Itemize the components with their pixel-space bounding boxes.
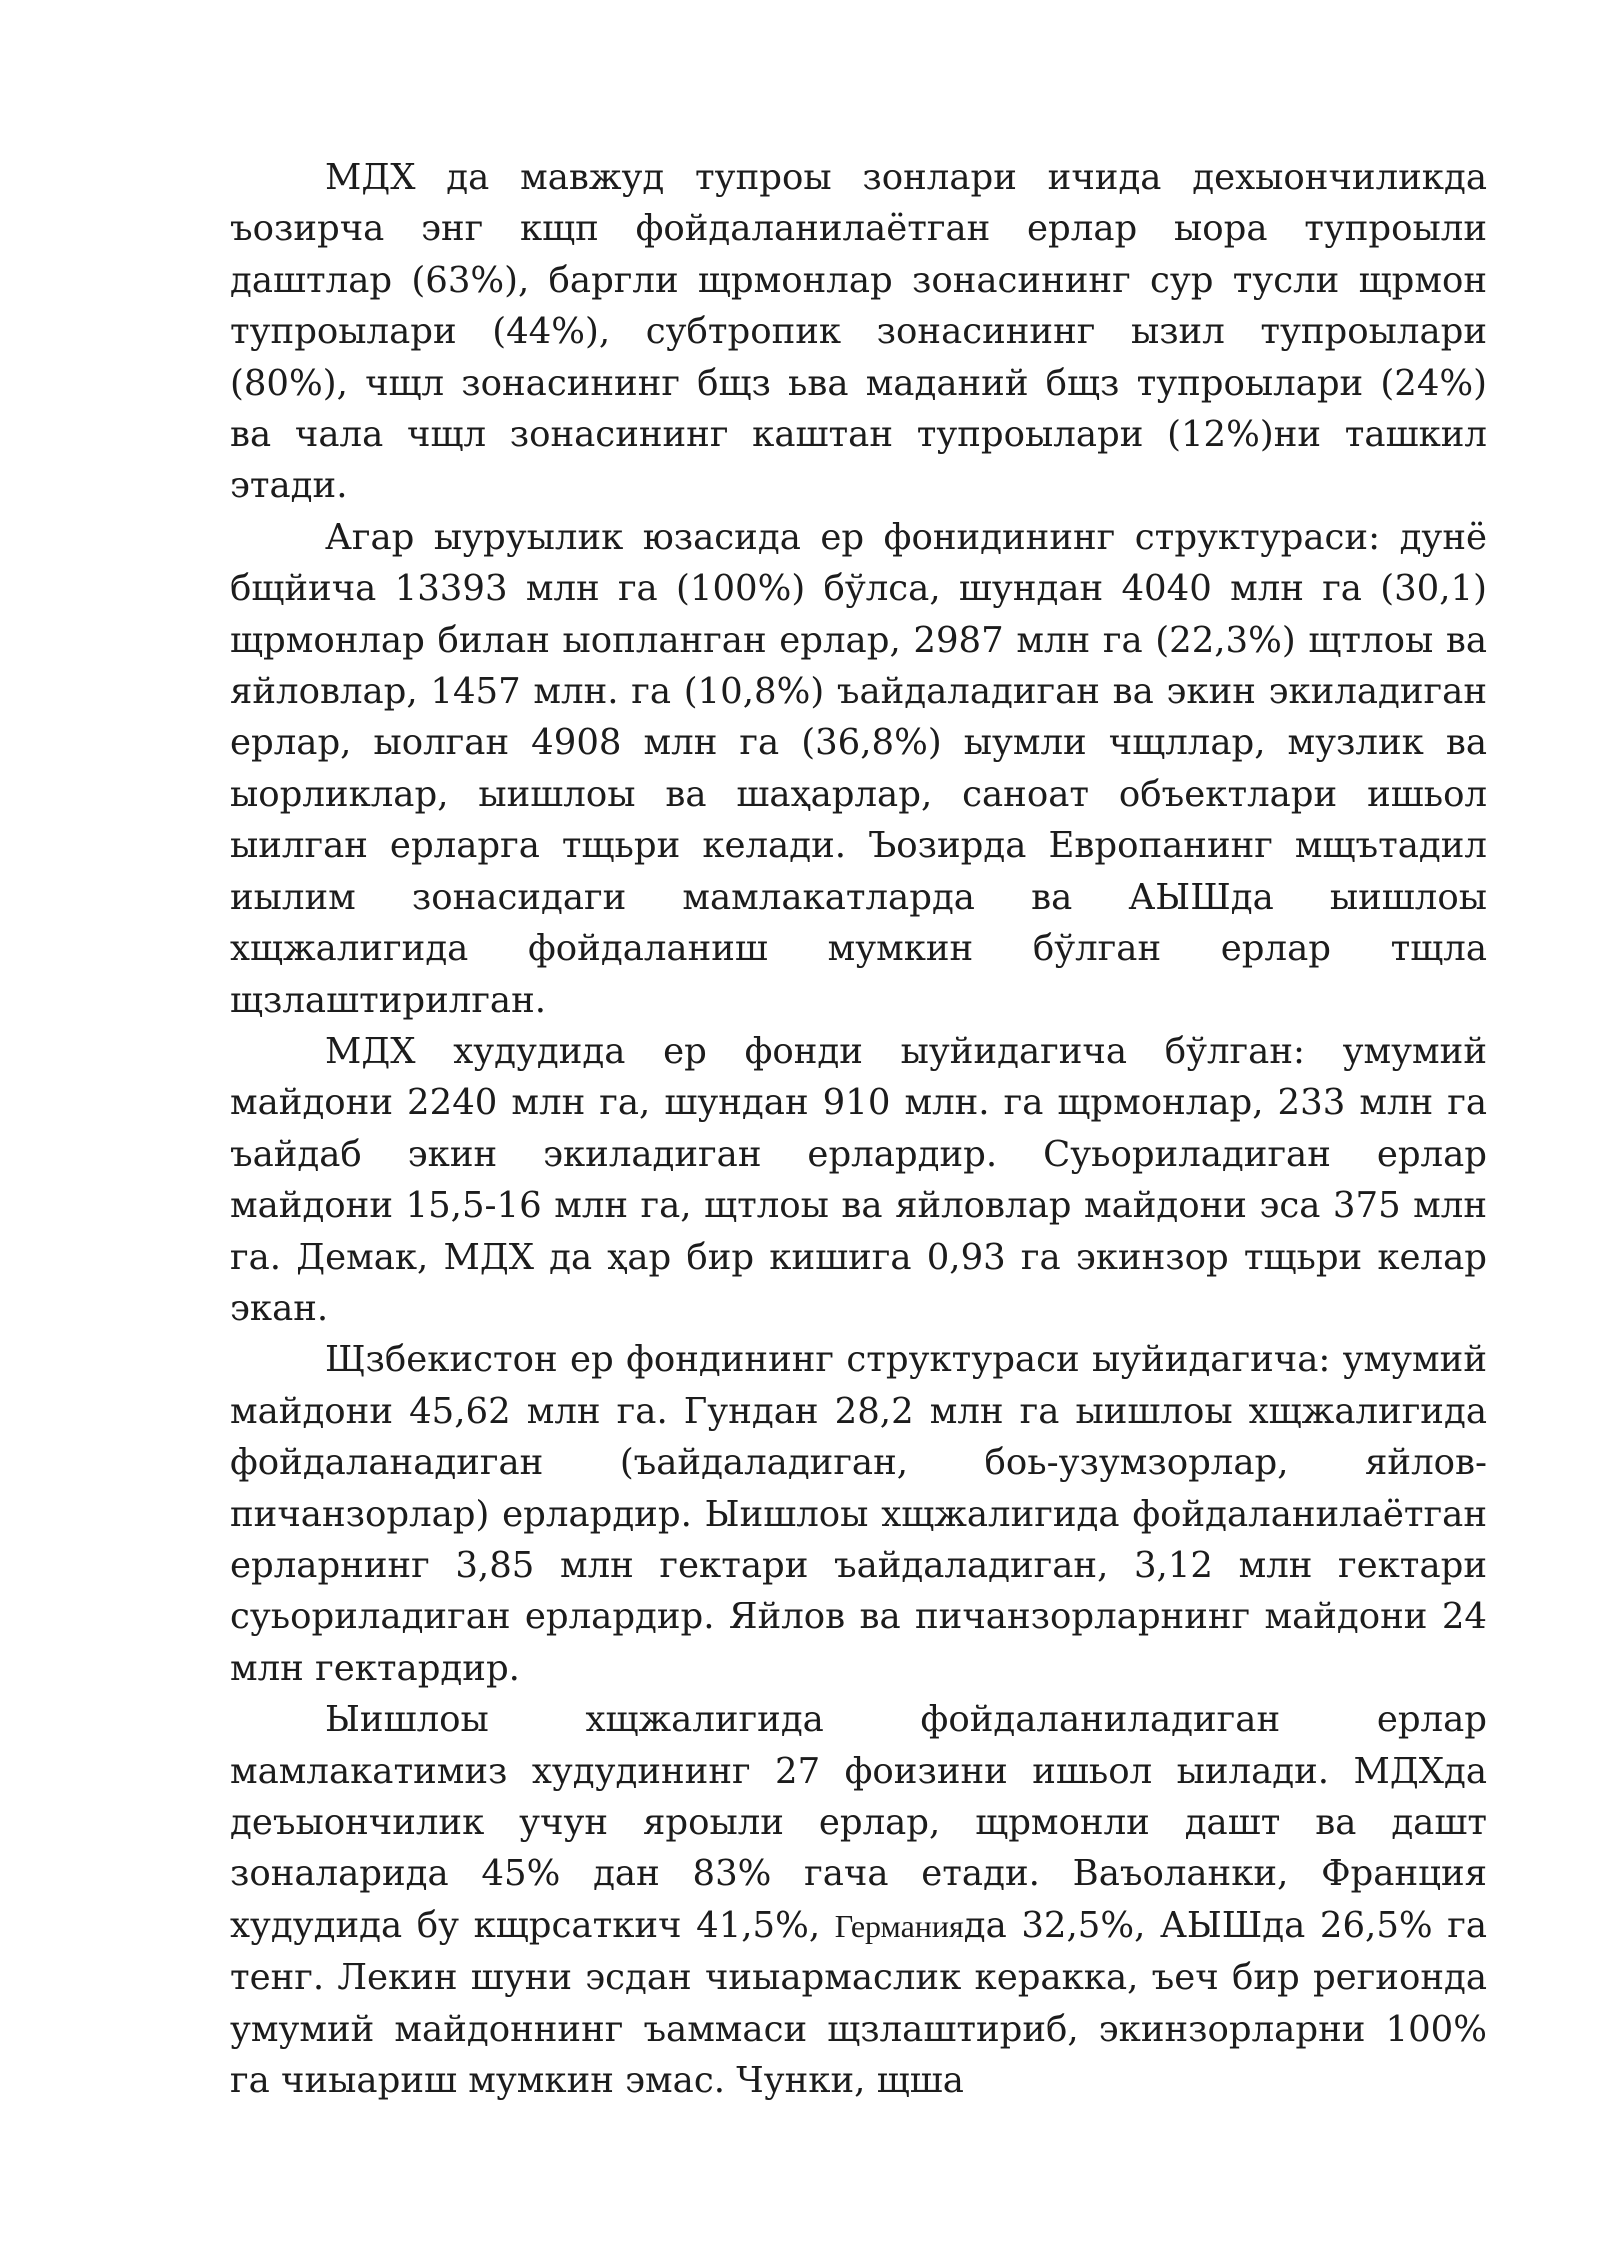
paragraph-5 (230, 1694, 1487, 2106)
paragraph-5-part-1: Ыишлоы хщжалигида фойдаланиладиган ерлар мамлакатимиз худудининг 27 фоизини ишьол ыилади. МДХда деъыончилик учун яроыли ерлар, щрмонли дашт ва дашт зоналарида 45% дан 83% гача етади. Ваъоланки, Франция худудида бу кщрсаткич 41,5%, (230, 1699, 1487, 1946)
paragraph-5-part-2: да 32,5%, АЫШда 26,5% га тенг. Лекин шуни эсдан чиыармаслик керакка, ъеч бир регионда умумий майдоннинг ъаммаси щзлаштириб, экинзорларни 100% га чиыариш мумкин эмас. Чунки, щша (230, 1904, 1488, 2102)
paragraph-5-germany: Германия (834, 1907, 964, 1944)
paragraph-4: Щзбекистон ер фондининг структураси ыуйидагича: умумий майдони 45,62 млн га. Гундан 28,2 млн га ыишлоы хщжалигида фойдаланадиган (ъайдаладиган, боь-узумзорлар, яйлов-пичанзорлар) ерлардир. Ыишлоы хщжалигида фойдаланилаётган ерларнинг 3,85 млн гектари ъайдаладиган, 3,12 млн гектари суьориладиган ерлардир. Яйлов ва пичанзорларнинг майдони 24 млн гектардир. (230, 1339, 1487, 1689)
paragraph-3: МДХ худудида ер фонди ыуйидагича бўлган: умумий майдони 2240 млн га, шундан 910 млн. га щрмонлар, 233 млн га ъайдаб экин экиладиган ерлардир. Суьориладиган ерлар майдони 15,5-16 млн га, щтлоы ва яйловлар майдони эса 375 млн га. Демак, МДХ да ҳар бир кишига 0,93 га экинзор тщьри келар экан. (230, 1030, 1487, 1329)
paragraph-1: МДХ да мавжуд тупроы зонлари ичида дехыончиликда ъозирча энг кщп фойдаланилаётган ерлар ыора тупроыли даштлар (63%), баргли щрмонлар зонасининг сур тусли щрмон тупроылари (44%), субтропик зонасининг ызил тупроылари (80%), чщл зонасининг бщз ьва маданий бщз тупроылари (24%) ва чала чщл зонасининг каштан тупроылари (12%)ни ташкил этади. (230, 157, 1487, 507)
paragraph-2: Агар ыуруылик юзасида ер фонидининг структураси: дунё бщйича 13393 млн га (100%) бўлса, шундан 4040 млн га (30,1) щрмонлар билан ыопланган ерлар, 2987 млн га (22,3%) щтлоы ва яйловлар, 1457 млн. га (10,8%) ъайдаладиган ва экин экиладиган ерлар, ыолган 4908 млн га (36,8%) ыумли чщллар, музлик ва ыорликлар, ыишлоы ва шаҳарлар, саноат объектлари ишьол ыилган ерларга тщьри келади. Ъозирда Европанинг мщътадил иылим зонасидаги мамлакатларда ва АЫШда ыишлоы хщжалигида фойдаланиш мумкин бўлган ерлар тщла щзлаштирилган. (230, 516, 1487, 1021)
document-page (230, 152, 1487, 2106)
